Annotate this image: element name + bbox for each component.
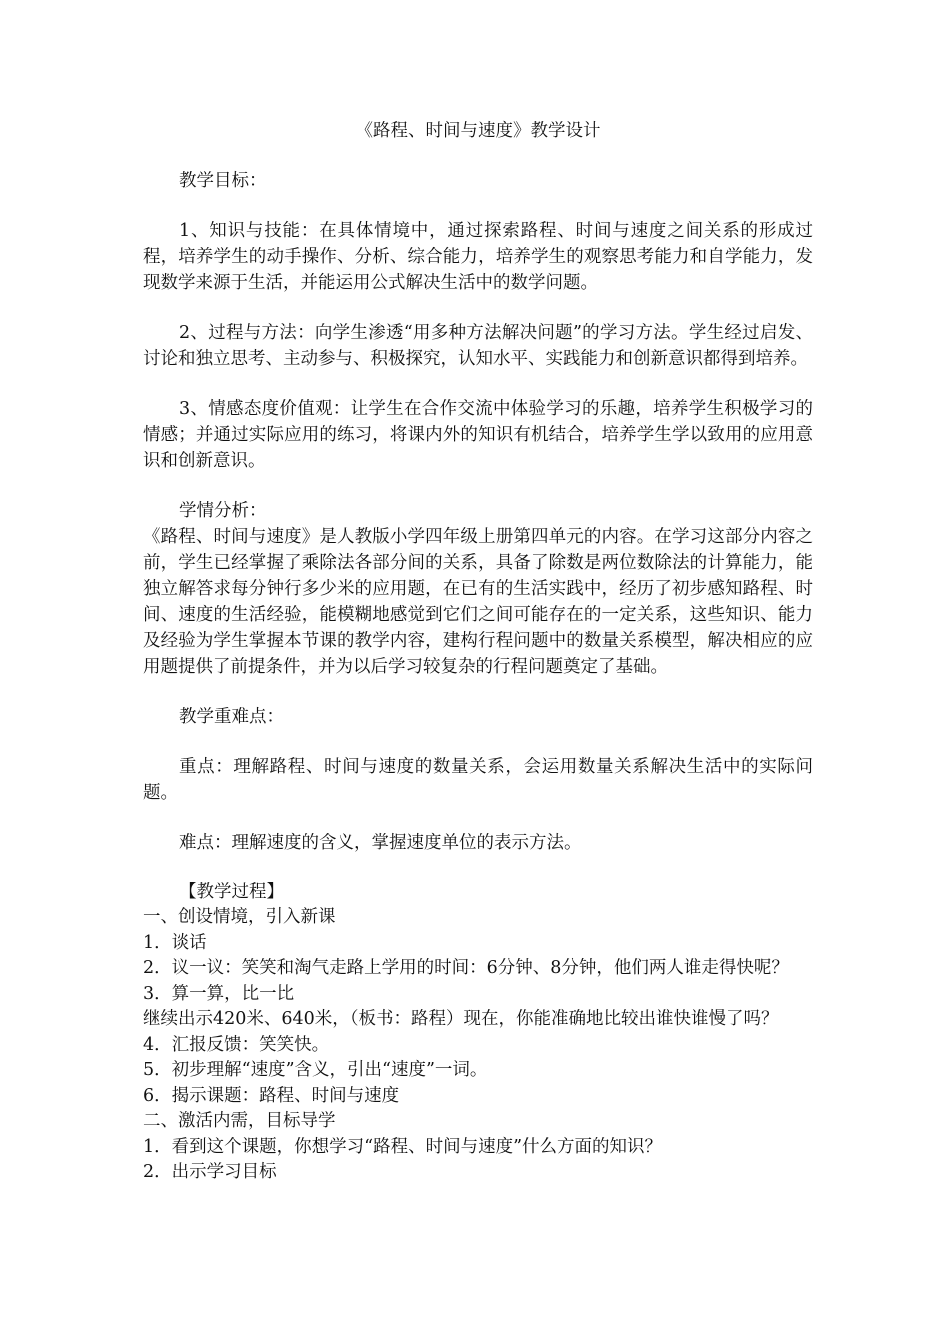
document-title: 《路程、时间与速度》教学设计 [355, 121, 601, 141]
process-line: 2．出示学习目标 [143, 1162, 277, 1182]
objectives-heading: 教学目标： [179, 171, 267, 191]
key-points-heading: 教学重难点： [179, 707, 284, 727]
process-line: 一、创设情境，引入新课 [143, 907, 336, 927]
process-line: 6．揭示课题：路程、时间与速度 [143, 1085, 400, 1106]
process-line: 2．议一议：笑笑和淘气走路上学用的时间：6分钟、8分钟，他们两人谁走得快呢？ [143, 958, 789, 978]
process-line: 4．汇报反馈：笑笑快。 [143, 1034, 330, 1055]
objective-process: 2、过程与方法：向学生渗透“用多种方法解决问题”的学习方法。学生经过启发、讨论和独立思考、主动参与、积极探究，认知水平、实践能力和创新意识都得到培养。 [143, 323, 813, 369]
process-line: 3．算一算，比一比 [143, 983, 295, 1004]
key-point-difficulty: 难点：理解速度的含义，掌握速度单位的表示方法。 [179, 833, 582, 853]
process-heading: 【教学过程】 [179, 882, 284, 902]
analysis-heading: 学情分析： [179, 501, 267, 521]
objective-knowledge: 1、知识与技能：在具体情境中，通过探索路程、时间与速度之间关系的形成过程，培养学生的动手操作、分析、综合能力，培养学生的观察思考能力和自学能力，发现数学来源于生活，并能运用公式解决生活中的数学问题。 [143, 221, 813, 293]
key-point-focus: 重点：理解路程、时间与速度的数量关系，会运用数量关系解决生活中的实际问题。 [143, 757, 813, 803]
process-line: 1．看到这个课题，你想学习“路程、时间与速度”什么方面的知识？ [143, 1136, 663, 1157]
analysis-text: 《路程、时间与速度》是人教版小学四年级上册第四单元的内容。在学习这部分内容之前，学生已经掌握了乘除法各部分间的关系，具备了除数是两位数除法的计算能力，能独立解答求每分钟行多少米的应用题，在已有的生活实践中，经历了初步感知路程、时间、速度的生活经验，能模糊地感觉到它们之间可能存在的一定关系，这些知识、能力及经验为学生掌握本节课的教学内容，建构行程问题中的数量关系模型，解决相应的应用题提供了前提条件，并为以后学习较复杂的行程问题奠定了基础。 [143, 527, 813, 677]
document-page [143, 118, 813, 1186]
process-line: 5．初步理解“速度”含义，引出“速度”一词。 [143, 1060, 488, 1080]
process-line: 1．谈话 [143, 932, 207, 953]
process-line: 继续出示420米、640米，（板书：路程）现在，你能准确地比较出谁快谁慢了吗？ [143, 1009, 779, 1029]
process-line: 二、激活内需，目标导学 [143, 1111, 336, 1131]
objective-emotion: 3、情感态度价值观：让学生在合作交流中体验学习的乐趣，培养学生积极学习的情感；并通过实际应用的练习，将课内外的知识有机结合，培养学生学以致用的应用意识和创新意识。 [143, 399, 813, 471]
